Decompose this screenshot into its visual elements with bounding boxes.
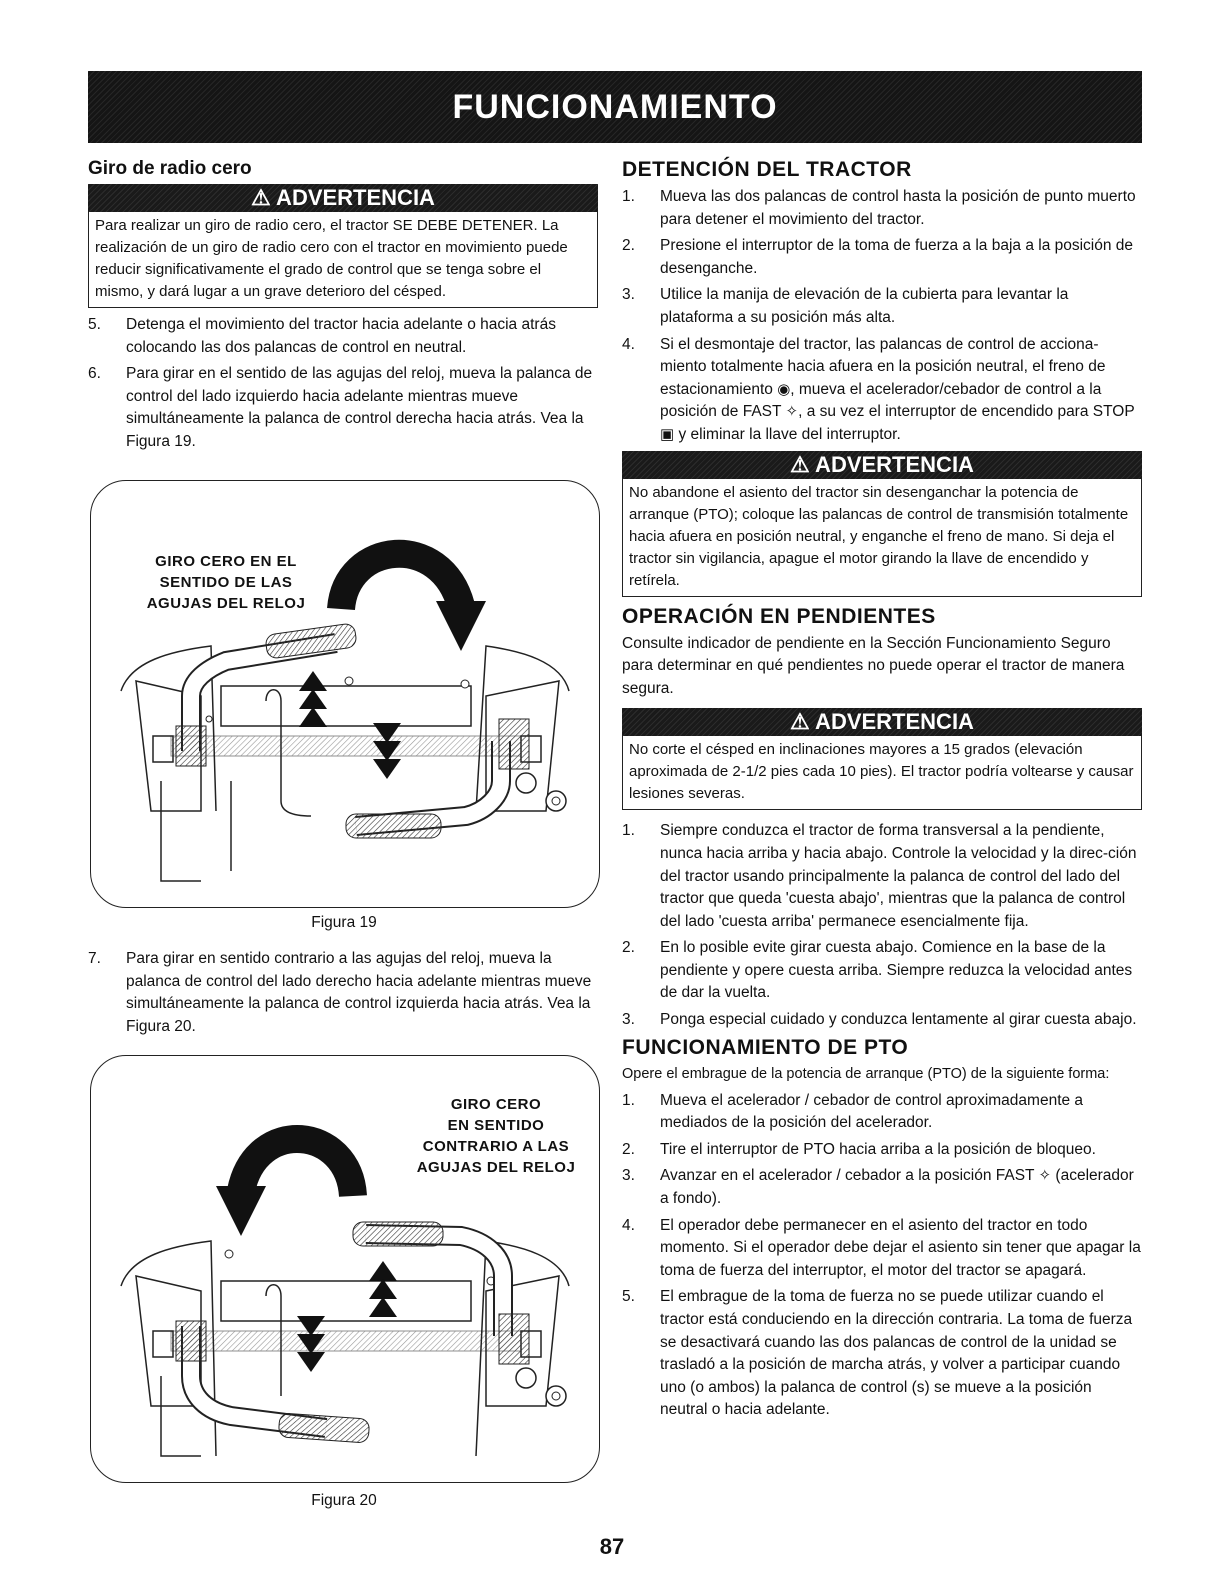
page-number: 87 bbox=[599, 1534, 625, 1559]
figure-19-illustration bbox=[91, 481, 599, 907]
list-item: 3. Avanzar en el acelerador / cebador a la posición FAST ✧ (acelerador a fondo). bbox=[622, 1167, 1134, 1208]
list-item: 1. Mueva el acelerador / cebador de control aproximadamente a mediados de la posición del acelerador. bbox=[622, 1091, 1084, 1132]
detencion-title: DETENCIÓN DEL TRACTOR bbox=[622, 158, 912, 181]
left-column bbox=[88, 158, 598, 458]
pto-steps bbox=[622, 1090, 1142, 1422]
section-header bbox=[88, 71, 1142, 143]
pendientes-title: OPERACIÓN EN PENDIENTES bbox=[622, 604, 936, 628]
figure-20-caption: Figura 20 bbox=[311, 1492, 377, 1509]
pendientes-steps bbox=[622, 820, 1142, 1031]
parking-brake-icon: ◉ bbox=[777, 380, 791, 398]
counterclockwise-arrow-icon bbox=[216, 1186, 266, 1236]
warning-text: Para realizar un giro de radio cero, el tractor SE DEBE DETENER. La realización de un giro de radio cero con el tractor en movimiento puede reducir significativamente el grado de control que se tenga sobre el mismo, y dará lugar a un grave deterioro del césped. bbox=[88, 212, 598, 308]
zero-turn-subtitle: Giro de radio cero bbox=[88, 158, 252, 179]
figure-19-caption: Figura 19 bbox=[311, 914, 377, 931]
steps-list-a bbox=[88, 314, 598, 454]
clockwise-arrow-icon bbox=[436, 601, 486, 651]
left-column-b bbox=[88, 948, 598, 1042]
list-item: 1. Siempre conduzca el tractor de forma transversal a la pendiente, nunca hacia arriba y hacia abajo. Controle la velocidad y la direc-ción del tractor usando principalmente la palanca de control del lado del tractor que queda 'cuesta abajo', mientras que la palanca de control del lado 'cuesta arriba' permanece esencialmente fija. bbox=[622, 822, 1137, 930]
warning-box-zero-turn bbox=[88, 184, 598, 308]
list-item: 2. En lo posible evite girar cuesta abajo. Comience en la base de la pendiente y opere cuesta arriba. Siempre reduzca la velocidad antes de dar la vuelta. bbox=[622, 939, 1133, 1002]
warning-box-slope bbox=[622, 708, 1142, 810]
rabbit-fast-icon: ✧ bbox=[785, 403, 799, 421]
list-item: 7. Para girar en sentido contrario a las agujas del reloj, mueva la palanca de control del lado derecho hacia adelante mientras mueve simultáneamente la palanca de control izquierda hacia atrás. Vea la Figura 20. bbox=[88, 950, 592, 1035]
list-item: 3. Ponga especial cuidado y conduzca lentamente al girar cuesta abajo. bbox=[622, 1011, 1137, 1029]
right-column bbox=[622, 158, 1142, 1426]
figure-19 bbox=[90, 480, 600, 908]
list-item: 4. El operador debe permanecer en el asiento del tractor en todo momento. Si el operador debe dejar el asiento sin tener que apagar la toma de fuerza del interruptor, el motor del tractor se apagará. bbox=[622, 1216, 1141, 1279]
list-item: 2. Tire el interruptor de PTO hacia arriba a la posición de bloqueo. bbox=[622, 1140, 1096, 1158]
figure-20-label: GIRO CERO EN SENTIDO CONTRARIO A LAS AGUJAS DEL RELOJ bbox=[416, 1096, 576, 1176]
section-title: FUNCIONAMIENTO bbox=[452, 87, 778, 126]
list-item: 6. Para girar en el sentido de las agujas del reloj, mueva la palanca de control del lado izquierdo hacia adelante mientras mueve simultáneamente la palanca de control derecha hacia atrás. Vea la Figura 19. bbox=[88, 365, 593, 450]
list-item: 1. Mueva las dos palancas de control hasta la posición de punto muerto para detener el movimiento del tractor. bbox=[622, 188, 1136, 228]
stop-icon: ▣ bbox=[660, 425, 675, 443]
list-item: 2. Presione el interruptor de la toma de fuerza a la baja a la posición de desenganche. bbox=[622, 237, 1134, 277]
pto-title: FUNCIONAMIENTO DE PTO bbox=[622, 1035, 909, 1059]
list-item: 5. Detenga el movimiento del tractor hacia adelante o hacia atrás colocando las dos palancas de control en neutral. bbox=[88, 316, 556, 356]
figure-19-label: GIRO CERO EN EL SENTIDO DE LAS AGUJAS DEL RELOJ bbox=[146, 553, 306, 612]
pendientes-intro: Consulte indicador de pendiente en la Sección Funcionamiento Seguro para determinar en qué pendientes no puede operar el tractor de manera segura. bbox=[622, 634, 1125, 697]
warning-text: No corte el césped en inclinaciones mayores a 15 grados (elevación aproximada de 2-1/2 pies cada 10 pies). El tractor podría voltearse y causar lesiones severas. bbox=[622, 736, 1142, 810]
list-item: 5. El embrague de la toma de fuerza no se puede utilizar cuando el tractor está conduciendo en la dirección contraria. La toma de fuerza se desactivará cuando las dos palancas de control de la unidad se trasladó a la posición de marcha atrás, y volver a participar cuando uno (o ambos) la palanca de control (s) se mueve a la posición neutral o hacia adelante. bbox=[622, 1288, 1133, 1419]
warning-label: ⚠ ADVERTENCIA bbox=[622, 451, 1142, 479]
figure-20 bbox=[90, 1055, 600, 1483]
list-item: 3. Utilice la manija de elevación de la cubierta para levantar la plataforma a su posición más alta. bbox=[622, 286, 1069, 326]
warning-text: No abandone el asiento del tractor sin desenganchar la potencia de arranque (PTO); coloque las palancas de control de transmisión totalmente hacia afuera en posición neutral, y enganche el freno de mano. Si deja el tractor sin vigilancia, apague el motor girando la llave de encendido y retírela. bbox=[622, 479, 1142, 597]
warning-label: ⚠ ADVERTENCIA bbox=[88, 184, 598, 212]
warning-label: ⚠ ADVERTENCIA bbox=[622, 708, 1142, 736]
warning-box-seat bbox=[622, 451, 1142, 597]
pto-intro: Opere el embrague de la potencia de arranque (PTO) de la siguiente forma: bbox=[622, 1065, 1110, 1082]
rabbit-fast-icon: ✧ bbox=[1038, 1167, 1052, 1185]
steps-list-b bbox=[88, 948, 598, 1038]
detencion-steps bbox=[622, 186, 1142, 447]
list-item: 4. Si el desmontaje del tractor, las palancas de control de acciona-miento totalmente hacia afuera en la posición neutral, el freno de estacionamiento ◉, mueva el acelerador/cebador de control a la posición de FAST ✧, a su vez el interruptor de encendido para STOP ▣ y eliminar la llave del interruptor. bbox=[622, 334, 1142, 447]
